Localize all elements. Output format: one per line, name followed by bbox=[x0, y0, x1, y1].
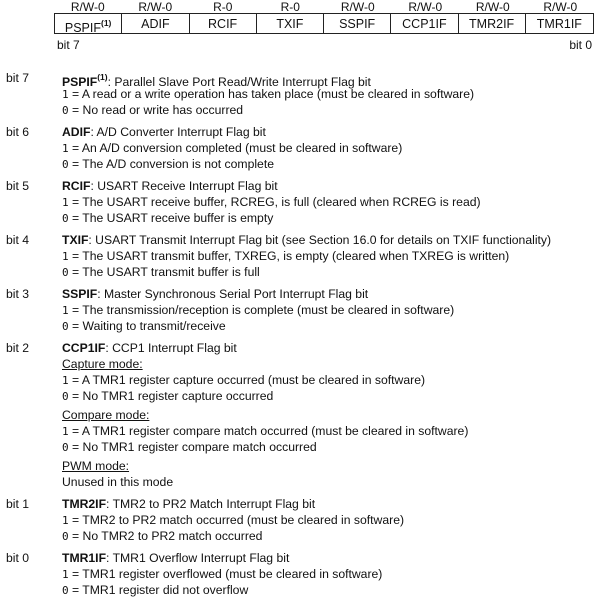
value-one-text: = An A/D conversion completed (must be cleared in software) bbox=[68, 141, 403, 155]
bit-body bbox=[62, 70, 599, 118]
access-type-row bbox=[54, 0, 594, 14]
value-one-text: = A read or a write operation has taken place (must be cleared in software) bbox=[68, 87, 475, 101]
bit-name: TXIF bbox=[276, 17, 304, 31]
bit-entry-2 bbox=[0, 340, 599, 490]
bit-name: PSPIF bbox=[62, 75, 98, 90]
footnote-marker: (1) bbox=[100, 18, 112, 28]
value-zero-line bbox=[62, 582, 599, 598]
bit-label: bit 2 bbox=[6, 341, 30, 355]
bit-name: SSPIF bbox=[339, 17, 376, 31]
value-zero-text: = No TMR1 register compare match occurred bbox=[68, 440, 317, 454]
bit-title-line bbox=[62, 286, 599, 302]
value-one-line bbox=[62, 512, 599, 528]
access-type-bit7: R/W-0 bbox=[70, 0, 105, 14]
bit-label: bit 7 bbox=[6, 71, 30, 85]
bit-name: CCP1IF bbox=[62, 341, 106, 355]
value-zero-prefix: 0 bbox=[62, 158, 69, 171]
bit-entry-5 bbox=[0, 178, 599, 226]
bit-description: : A/D Converter Interrupt Flag bit bbox=[90, 125, 266, 139]
bit-descriptions bbox=[0, 70, 599, 598]
value-zero-prefix: 0 bbox=[62, 212, 69, 225]
value-zero-line bbox=[62, 528, 599, 544]
bit-label: bit 0 bbox=[6, 551, 30, 565]
value-one-prefix: 1 bbox=[62, 142, 69, 155]
value-zero-prefix: 0 bbox=[62, 530, 69, 543]
bit-body bbox=[62, 124, 599, 172]
bit-cell-4 bbox=[257, 14, 324, 33]
access-type-bit4: R-0 bbox=[280, 0, 300, 14]
value-one-text: = The USART receive buffer, RCREG, is full (cleared when RCREG is read) bbox=[68, 195, 481, 209]
value-zero-prefix: 0 bbox=[62, 266, 69, 279]
value-one-text: = The USART transmit buffer, TXREG, is empty (cleared when TXREG is written) bbox=[68, 249, 510, 263]
bit-label: bit 1 bbox=[6, 497, 30, 511]
value-one-line bbox=[62, 86, 599, 102]
value-one-line bbox=[62, 302, 599, 318]
value-zero-text: = Waiting to transmit/receive bbox=[68, 319, 226, 333]
value-one-prefix: 1 bbox=[62, 88, 69, 101]
bit-name: TMR2IF bbox=[62, 497, 107, 511]
pwm-mode-label: PWM mode: bbox=[62, 459, 130, 473]
value-zero-text: = The USART receive buffer is empty bbox=[68, 211, 274, 225]
access-type-bit1: R/W-0 bbox=[475, 0, 510, 14]
value-zero-line bbox=[62, 102, 599, 118]
value-one-text: = TMR1 register overflowed (must be cleared in software) bbox=[68, 567, 383, 581]
value-one-prefix: 1 bbox=[62, 196, 69, 209]
access-type-bit3: R/W-0 bbox=[340, 0, 375, 14]
value-one-line bbox=[62, 194, 599, 210]
bit-entry-6 bbox=[0, 124, 599, 172]
bit-entry-1 bbox=[0, 496, 599, 544]
bit-description: : TMR1 Overflow Interrupt Flag bit bbox=[106, 551, 290, 565]
access-type-bit0: R/W-0 bbox=[543, 0, 578, 14]
value-zero-text: = No TMR1 register capture occurred bbox=[68, 389, 274, 403]
value-one-prefix: 1 bbox=[62, 568, 69, 581]
bit-body bbox=[62, 178, 599, 226]
bit-body bbox=[62, 286, 599, 334]
bit-name: ADIF bbox=[62, 125, 91, 139]
value-zero-text: = No read or write has occurred bbox=[68, 103, 244, 117]
value-one-line bbox=[62, 248, 599, 264]
value-one-line bbox=[62, 566, 599, 582]
bit-label: bit 4 bbox=[6, 233, 30, 247]
pwm-mode-text: Unused in this mode bbox=[62, 475, 174, 489]
bit-cell-7 bbox=[55, 14, 122, 36]
bit-description: : USART Transmit Interrupt Flag bit (see Section 16.0 for details on TXIF functionality) bbox=[88, 233, 552, 247]
compare-zero-line bbox=[62, 439, 599, 455]
bit-cell-2 bbox=[391, 14, 458, 33]
bit-name: TMR1IF bbox=[536, 17, 582, 31]
bit-title-line bbox=[62, 340, 599, 356]
capture-zero-line bbox=[62, 388, 599, 404]
bit-name: TMR1IF bbox=[62, 551, 107, 565]
value-one-prefix: 1 bbox=[62, 250, 69, 263]
bit-entry-0 bbox=[0, 550, 599, 598]
bit-name: TMR2IF bbox=[469, 17, 515, 31]
bit-description: : CCP1 Interrupt Flag bit bbox=[105, 341, 237, 355]
bit-label: bit 5 bbox=[6, 179, 30, 193]
value-one-text: = TMR2 to PR2 match occurred (must be cleared in software) bbox=[68, 513, 405, 527]
compare-mode-label: Compare mode: bbox=[62, 408, 150, 422]
value-zero-text: = TMR1 register did not overflow bbox=[68, 583, 249, 597]
value-zero-text: = The A/D conversion is not complete bbox=[68, 157, 275, 171]
bit-body bbox=[62, 550, 599, 598]
value-one-prefix: 1 bbox=[62, 374, 69, 387]
value-one-text: = The transmission/reception is complete (must be cleared in software) bbox=[68, 303, 455, 317]
value-zero-line bbox=[62, 318, 599, 334]
bit-description: : USART Receive Interrupt Flag bit bbox=[90, 179, 278, 193]
value-zero-text: = The USART transmit buffer is full bbox=[68, 265, 260, 279]
footnote-marker: (1) bbox=[97, 72, 108, 82]
bit-cell-1 bbox=[459, 14, 526, 33]
bit-title-line bbox=[62, 178, 599, 194]
capture-one-line bbox=[62, 372, 599, 388]
value-zero-line bbox=[62, 264, 599, 280]
bit-name: CCP1IF bbox=[402, 17, 447, 31]
value-one-prefix: 1 bbox=[62, 514, 69, 527]
value-zero-prefix: 0 bbox=[62, 441, 69, 454]
bit-label: bit 6 bbox=[6, 125, 30, 139]
value-one-text: = A TMR1 register compare match occurred (must be cleared in software) bbox=[68, 424, 469, 438]
bit-body bbox=[62, 340, 599, 490]
bit-name: PSPIF bbox=[64, 21, 101, 36]
bit-range-left-label: bit 7 bbox=[57, 38, 80, 52]
bit-name: RCIF bbox=[208, 17, 238, 31]
value-one-prefix: 1 bbox=[62, 304, 69, 317]
bit-description: : Master Synchronous Serial Port Interrupt Flag bit bbox=[97, 287, 369, 301]
bit-title-line bbox=[62, 550, 599, 566]
bit-entry-3 bbox=[0, 286, 599, 334]
bit-title-line bbox=[62, 70, 599, 90]
bit-range-right-label: bit 0 bbox=[569, 38, 592, 52]
bit-description: : Parallel Slave Port Read/Write Interrupt Flag bit bbox=[107, 75, 371, 90]
bit-title-line bbox=[62, 496, 599, 512]
value-one-line bbox=[62, 140, 599, 156]
capture-mode-label: Capture mode: bbox=[62, 357, 143, 371]
bit-title-line bbox=[62, 232, 599, 248]
value-zero-prefix: 0 bbox=[62, 104, 69, 117]
bit-name: RCIF bbox=[62, 179, 91, 193]
bit-cell-5 bbox=[190, 14, 257, 33]
access-type-bit2: R/W-0 bbox=[408, 0, 443, 14]
bit-title-line bbox=[62, 124, 599, 140]
access-type-bit5: R-0 bbox=[213, 0, 233, 14]
bit-description: : TMR2 to PR2 Match Interrupt Flag bit bbox=[106, 497, 316, 511]
bit-name: SSPIF bbox=[62, 287, 98, 301]
value-one-text: = A TMR1 register capture occurred (must be cleared in software) bbox=[68, 373, 426, 387]
bit-label: bit 3 bbox=[6, 287, 30, 301]
value-zero-prefix: 0 bbox=[62, 320, 69, 333]
bit-body bbox=[62, 496, 599, 544]
bit-cell-3 bbox=[324, 14, 391, 33]
bit-name: ADIF bbox=[141, 17, 170, 31]
value-zero-text: = No TMR2 to PR2 match occurred bbox=[68, 529, 263, 543]
value-one-prefix: 1 bbox=[62, 425, 69, 438]
bit-entry-4 bbox=[0, 232, 599, 280]
value-zero-line bbox=[62, 156, 599, 172]
value-zero-prefix: 0 bbox=[62, 584, 69, 597]
compare-one-line bbox=[62, 423, 599, 439]
value-zero-line bbox=[62, 210, 599, 226]
bit-cell-6 bbox=[122, 14, 189, 33]
bit-body bbox=[62, 232, 599, 280]
value-zero-prefix: 0 bbox=[62, 390, 69, 403]
bit-cell-0 bbox=[526, 14, 593, 33]
bit-name: TXIF bbox=[62, 233, 89, 247]
bit-entry-7 bbox=[0, 70, 599, 118]
register-bit-table bbox=[54, 13, 594, 34]
access-type-bit6: R/W-0 bbox=[138, 0, 173, 14]
